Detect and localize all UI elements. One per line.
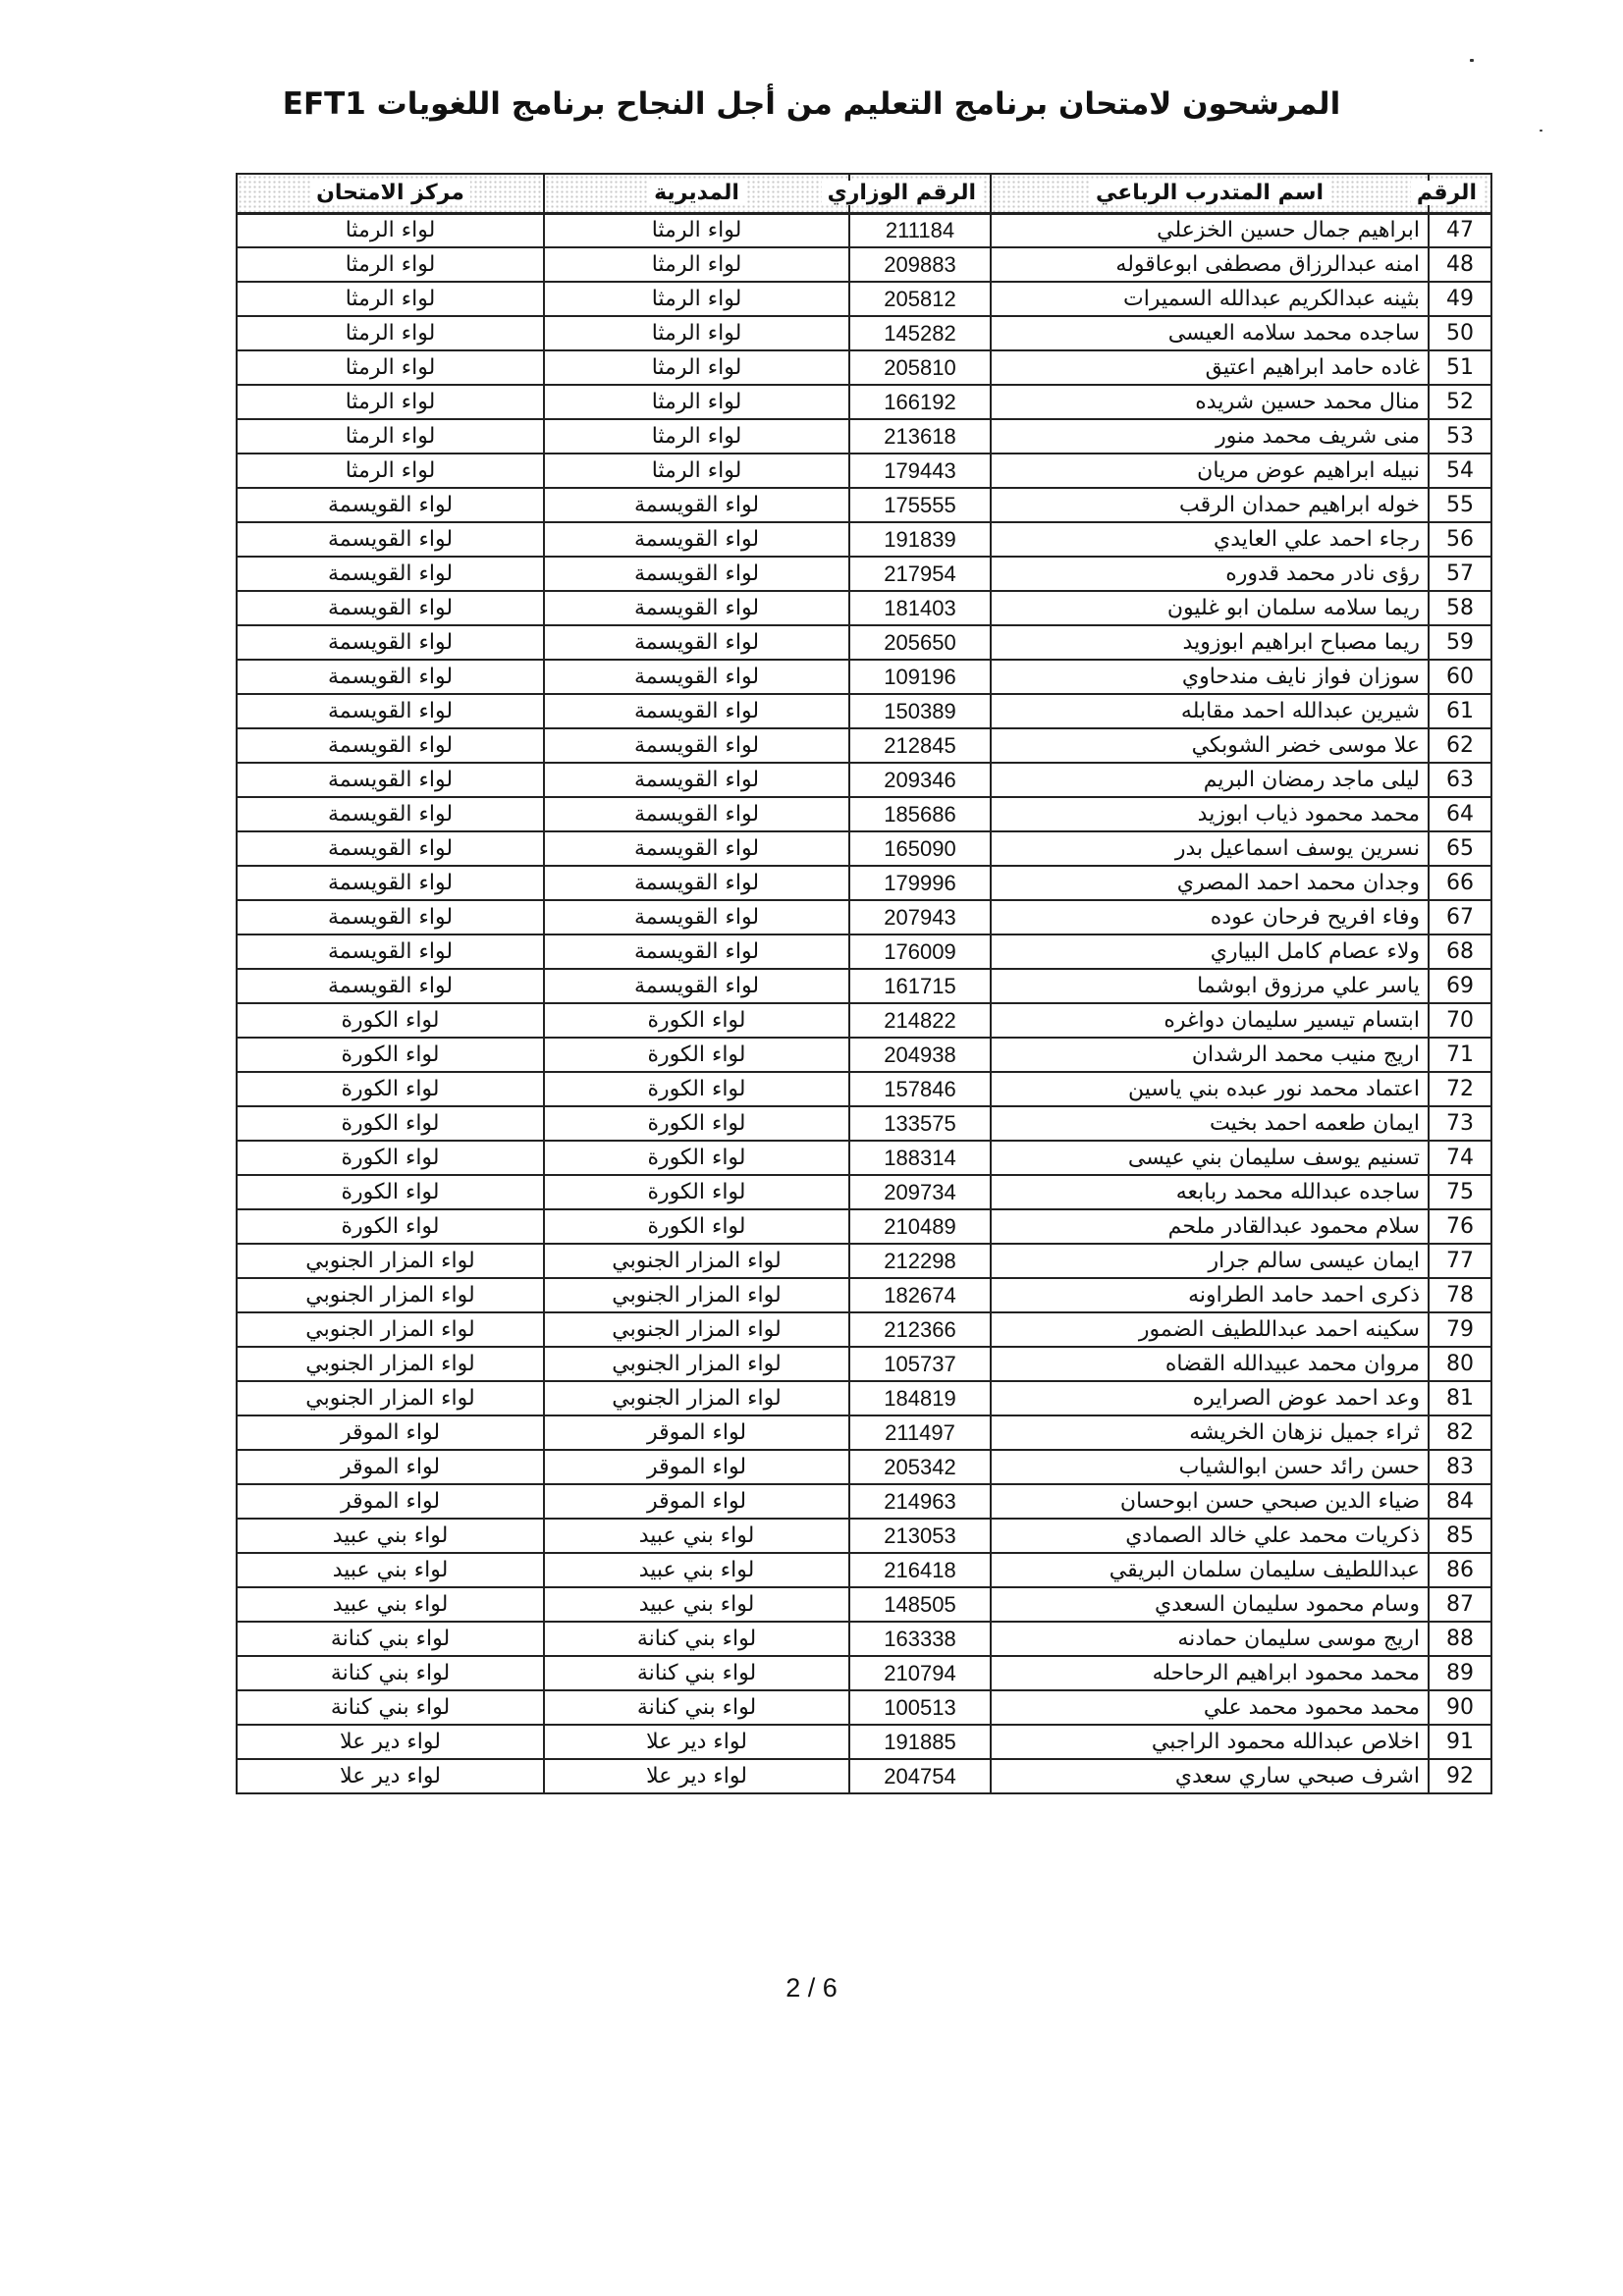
table-row [237,1175,1491,1209]
exam-center: لواء القويسمة [237,969,544,1003]
trainee-name: خوله ابراهيم حمدان الرقب [991,488,1429,522]
exam-center: لواء الرمثا [237,419,544,454]
exam-center: لواء الكورة [237,1175,544,1209]
directorate: لواء المزار الجنوبي [544,1278,849,1312]
exam-center: لواء الموقر [237,1450,544,1484]
exam-center: لواء القويسمة [237,488,544,522]
exam-center: لواء القويسمة [237,660,544,694]
row-number: 77 [1429,1244,1491,1278]
table-row [237,1106,1491,1141]
row-number: 72 [1429,1072,1491,1106]
ministry-id: 210489 [849,1209,991,1244]
table-row [237,660,1491,694]
row-number: 71 [1429,1038,1491,1072]
directorate: لواء الرمثا [544,282,849,316]
header-row [237,174,1491,213]
trainee-name: امنه عبدالرزاق مصطفى ابوعاقوله [991,247,1429,282]
exam-center: لواء الرمثا [237,213,544,247]
directorate: لواء القويسمة [544,625,849,660]
ministry-id: 213053 [849,1519,991,1553]
row-number: 56 [1429,522,1491,557]
trainee-name: ذكرى احمد حامد الطراونه [991,1278,1429,1312]
trainee-name: ايمان عيسى سالم جرار [991,1244,1429,1278]
row-number: 55 [1429,488,1491,522]
trainee-name: ايمان طعمه احمد بخيت [991,1106,1429,1141]
exam-center: لواء القويسمة [237,728,544,763]
row-number: 53 [1429,419,1491,454]
row-number: 67 [1429,900,1491,934]
trainee-name: ليلى ماجد رمضان البريم [991,763,1429,797]
directorate: لواء القويسمة [544,831,849,866]
trainee-name: رجاء احمد علي العايدي [991,522,1429,557]
directorate: لواء القويسمة [544,660,849,694]
directorate: لواء القويسمة [544,866,849,900]
trainee-name: ابراهيم جمال حسين الخزعلي [991,213,1429,247]
row-number: 73 [1429,1106,1491,1141]
row-number: 86 [1429,1553,1491,1587]
ministry-id: 213618 [849,419,991,454]
table-row [237,488,1491,522]
trainee-name: مروان محمد عبيدالله القضاه [991,1347,1429,1381]
row-number: 62 [1429,728,1491,763]
table-row [237,625,1491,660]
row-number: 59 [1429,625,1491,660]
trainee-name: حسن رائد حسن ابوالشياب [991,1450,1429,1484]
table-body [237,213,1491,1793]
directorate: لواء دير علا [544,1725,849,1759]
directorate: لواء القويسمة [544,522,849,557]
ministry-id: 109196 [849,660,991,694]
row-number: 75 [1429,1175,1491,1209]
table-row [237,350,1491,385]
trainee-name: ذكريات محمد علي خالد الصمادي [991,1519,1429,1553]
trainee-name: ابتسام تيسير سليمان دواغره [991,1003,1429,1038]
header-ministry-id: الرقم الوزاري [849,174,991,213]
ministry-id: 205650 [849,625,991,660]
ministry-id: 210794 [849,1656,991,1690]
ministry-id: 214963 [849,1484,991,1519]
ministry-id: 181403 [849,591,991,625]
table-row [237,934,1491,969]
trainee-name: وفاء افريح فرحان عوده [991,900,1429,934]
scan-speck [1540,130,1542,132]
table-row [237,591,1491,625]
exam-center: لواء المزار الجنوبي [237,1244,544,1278]
exam-center: لواء القويسمة [237,591,544,625]
ministry-id: 185686 [849,797,991,831]
directorate: لواء القويسمة [544,694,849,728]
exam-center: لواء الرمثا [237,247,544,282]
exam-center: لواء المزار الجنوبي [237,1347,544,1381]
exam-center: لواء الموقر [237,1415,544,1450]
ministry-id: 211184 [849,213,991,247]
ministry-id: 182674 [849,1278,991,1312]
table-row [237,1347,1491,1381]
row-number: 54 [1429,454,1491,488]
directorate: لواء القويسمة [544,728,849,763]
ministry-id: 212845 [849,728,991,763]
exam-center: لواء الكورة [237,1003,544,1038]
trainee-name: نبيله ابراهيم عوض مريان [991,454,1429,488]
table-row [237,1690,1491,1725]
exam-center: لواء الرمثا [237,454,544,488]
exam-center: لواء القويسمة [237,934,544,969]
ministry-id: 216418 [849,1553,991,1587]
row-number: 47 [1429,213,1491,247]
trainee-name: ثراء جميل نزهان الخريشه [991,1415,1429,1450]
header-directorate: المديرية [544,174,849,213]
row-number: 49 [1429,282,1491,316]
row-number: 61 [1429,694,1491,728]
directorate: لواء المزار الجنوبي [544,1312,849,1347]
directorate: لواء الموقر [544,1484,849,1519]
exam-center: لواء الرمثا [237,282,544,316]
exam-center: لواء دير علا [237,1759,544,1793]
row-number: 85 [1429,1519,1491,1553]
ministry-id: 184819 [849,1381,991,1415]
row-number: 84 [1429,1484,1491,1519]
directorate: لواء بني كنانة [544,1656,849,1690]
row-number: 58 [1429,591,1491,625]
table-row [237,1587,1491,1622]
table-row [237,213,1491,247]
directorate: لواء الرمثا [544,316,849,350]
trainee-name: محمد محمود ابراهيم الرحاحله [991,1656,1429,1690]
ministry-id: 150389 [849,694,991,728]
ministry-id: 212366 [849,1312,991,1347]
table-row [237,454,1491,488]
exam-center: لواء القويسمة [237,625,544,660]
table-row [237,1725,1491,1759]
exam-center: لواء القويسمة [237,522,544,557]
directorate: لواء الرمثا [544,454,849,488]
row-number: 66 [1429,866,1491,900]
trainee-name: بثينه عبدالكريم عبدالله السميرات [991,282,1429,316]
trainee-name: شيرين عبدالله احمد مقابله [991,694,1429,728]
ministry-id: 191839 [849,522,991,557]
exam-center: لواء بني عبيد [237,1553,544,1587]
exam-center: لواء بني كنانة [237,1622,544,1656]
ministry-id: 214822 [849,1003,991,1038]
ministry-id: 166192 [849,385,991,419]
exam-center: لواء المزار الجنوبي [237,1278,544,1312]
ministry-id: 145282 [849,316,991,350]
table-row [237,797,1491,831]
table-row [237,900,1491,934]
ministry-id: 205342 [849,1450,991,1484]
scan-speck [1470,59,1474,62]
ministry-id: 163338 [849,1622,991,1656]
table-header [237,174,1491,213]
table-row [237,1484,1491,1519]
directorate: لواء القويسمة [544,488,849,522]
exam-center: لواء القويسمة [237,557,544,591]
exam-center: لواء الكورة [237,1038,544,1072]
exam-center: لواء الموقر [237,1484,544,1519]
table-row [237,557,1491,591]
ministry-id: 205812 [849,282,991,316]
trainee-name: عبداللطيف سليمان سلمان البريقي [991,1553,1429,1587]
candidates-table [236,173,1492,1794]
directorate: لواء المزار الجنوبي [544,1347,849,1381]
row-number: 65 [1429,831,1491,866]
ministry-id: 217954 [849,557,991,591]
trainee-name: اشرف صبحي ساري سعدي [991,1759,1429,1793]
trainee-name: اريج منيب محمد الرشدان [991,1038,1429,1072]
row-number: 76 [1429,1209,1491,1244]
directorate: لواء القويسمة [544,900,849,934]
trainee-name: ريما سلامه سلمان ابو غليون [991,591,1429,625]
row-number: 60 [1429,660,1491,694]
row-number: 51 [1429,350,1491,385]
table-row [237,1209,1491,1244]
ministry-id: 179996 [849,866,991,900]
exam-center: لواء المزار الجنوبي [237,1312,544,1347]
directorate: لواء بني كنانة [544,1622,849,1656]
ministry-id: 191885 [849,1725,991,1759]
ministry-id: 212298 [849,1244,991,1278]
exam-center: لواء القويسمة [237,866,544,900]
directorate: لواء القويسمة [544,557,849,591]
table-row [237,1415,1491,1450]
header-exam-center: مركز الامتحان [237,174,544,213]
ministry-id: 133575 [849,1106,991,1141]
trainee-name: اخلاص عبدالله محمود الراجبي [991,1725,1429,1759]
row-number: 63 [1429,763,1491,797]
trainee-name: ياسر علي مرزوق ابوشما [991,969,1429,1003]
exam-center: لواء دير علا [237,1725,544,1759]
row-number: 74 [1429,1141,1491,1175]
table-row [237,969,1491,1003]
table-row [237,1656,1491,1690]
trainee-name: تسنيم يوسف سليمان بني عيسى [991,1141,1429,1175]
trainee-name: ضياء الدين صبحي حسن ابوحسان [991,1484,1429,1519]
trainee-name: سكينه احمد عبداللطيف الضمور [991,1312,1429,1347]
exam-center: لواء القويسمة [237,797,544,831]
trainee-name: ساجده عبدالله محمد ربابعه [991,1175,1429,1209]
ministry-id: 179443 [849,454,991,488]
directorate: لواء الكورة [544,1209,849,1244]
table-row [237,522,1491,557]
table-row [237,694,1491,728]
table-row [237,1244,1491,1278]
directorate: لواء الرمثا [544,350,849,385]
exam-center: لواء الكورة [237,1072,544,1106]
directorate: لواء الكورة [544,1038,849,1072]
directorate: لواء الكورة [544,1175,849,1209]
row-number: 92 [1429,1759,1491,1793]
directorate: لواء القويسمة [544,797,849,831]
ministry-id: 105737 [849,1347,991,1381]
ministry-id: 209734 [849,1175,991,1209]
ministry-id: 161715 [849,969,991,1003]
table-row [237,1312,1491,1347]
exam-center: لواء المزار الجنوبي [237,1381,544,1415]
row-number: 91 [1429,1725,1491,1759]
table-row [237,866,1491,900]
table-row [237,316,1491,350]
row-number: 89 [1429,1656,1491,1690]
trainee-name: محمد محمود ذياب ابوزيد [991,797,1429,831]
trainee-name: منى شريف محمد منور [991,419,1429,454]
ministry-id: 204938 [849,1038,991,1072]
table-row [237,1141,1491,1175]
table-row [237,1519,1491,1553]
trainee-name: غاده حامد ابراهيم اعتيق [991,350,1429,385]
ministry-id: 157846 [849,1072,991,1106]
trainee-name: وعد احمد عوض الصرايره [991,1381,1429,1415]
trainee-name: ساجده محمد سلامه العيسى [991,316,1429,350]
row-number: 87 [1429,1587,1491,1622]
row-number: 88 [1429,1622,1491,1656]
exam-center: لواء بني كنانة [237,1656,544,1690]
table-row [237,282,1491,316]
exam-center: لواء القويسمة [237,900,544,934]
directorate: لواء القويسمة [544,591,849,625]
row-number: 48 [1429,247,1491,282]
row-number: 70 [1429,1003,1491,1038]
directorate: لواء الكورة [544,1141,849,1175]
exam-center: لواء الكورة [237,1106,544,1141]
trainee-name: اعتماد محمد نور عبده بني ياسين [991,1072,1429,1106]
directorate: لواء الرمثا [544,385,849,419]
trainee-name: نسرين يوسف اسماعيل بدر [991,831,1429,866]
directorate: لواء القويسمة [544,763,849,797]
ministry-id: 100513 [849,1690,991,1725]
exam-center: لواء الرمثا [237,350,544,385]
table-row [237,419,1491,454]
directorate: لواء الرمثا [544,213,849,247]
exam-center: لواء الرمثا [237,316,544,350]
page-title: المرشحون لامتحان برنامج التعليم من أجل النجاح برنامج اللغويات EFT1 [282,86,1341,122]
trainee-name: وسام محمود سليمان السعدي [991,1587,1429,1622]
table-row [237,1450,1491,1484]
trainee-name: وجدان محمد احمد المصري [991,866,1429,900]
table-row [237,763,1491,797]
table-row [237,831,1491,866]
ministry-id: 188314 [849,1141,991,1175]
exam-center: لواء الكورة [237,1141,544,1175]
row-number: 52 [1429,385,1491,419]
trainee-name: سوزان فواز نايف مندحاوي [991,660,1429,694]
page-number: 2 / 6 [785,1973,838,2002]
table-row [237,728,1491,763]
exam-center: لواء بني عبيد [237,1587,544,1622]
trainee-name: ولاء عصام كامل البياري [991,934,1429,969]
directorate: لواء بني عبيد [544,1553,849,1587]
directorate: لواء بني كنانة [544,1690,849,1725]
directorate: لواء الموقر [544,1450,849,1484]
trainee-name: سلام محمود عبدالقادر ملحم [991,1209,1429,1244]
ministry-id: 165090 [849,831,991,866]
directorate: لواء بني عبيد [544,1519,849,1553]
ministry-id: 211497 [849,1415,991,1450]
table-row [237,385,1491,419]
row-number: 82 [1429,1415,1491,1450]
row-number: 50 [1429,316,1491,350]
row-number: 78 [1429,1278,1491,1312]
directorate: لواء الكورة [544,1003,849,1038]
ministry-id: 209346 [849,763,991,797]
ministry-id: 148505 [849,1587,991,1622]
ministry-id: 207943 [849,900,991,934]
directorate: لواء دير علا [544,1759,849,1793]
table-row [237,1038,1491,1072]
row-number: 79 [1429,1312,1491,1347]
row-number: 68 [1429,934,1491,969]
ministry-id: 175555 [849,488,991,522]
exam-center: لواء بني عبيد [237,1519,544,1553]
row-number: 64 [1429,797,1491,831]
table-row [237,1553,1491,1587]
directorate: لواء الرمثا [544,419,849,454]
row-number: 81 [1429,1381,1491,1415]
ministry-id: 205810 [849,350,991,385]
trainee-name: رؤى نادر محمد قدوره [991,557,1429,591]
row-number: 83 [1429,1450,1491,1484]
trainee-name: علا موسى خضر الشوبكي [991,728,1429,763]
row-number: 80 [1429,1347,1491,1381]
trainee-name: محمد محمود محمد علي [991,1690,1429,1725]
table-row [237,1278,1491,1312]
directorate: لواء المزار الجنوبي [544,1381,849,1415]
directorate: لواء الرمثا [544,247,849,282]
directorate: لواء المزار الجنوبي [544,1244,849,1278]
trainee-name: ريما مصباح ابراهيم ابوزويد [991,625,1429,660]
row-number: 69 [1429,969,1491,1003]
table-row [237,1381,1491,1415]
table-row [237,247,1491,282]
row-number: 90 [1429,1690,1491,1725]
exam-center: لواء القويسمة [237,694,544,728]
directorate: لواء الكورة [544,1106,849,1141]
ministry-id: 176009 [849,934,991,969]
exam-center: لواء القويسمة [237,831,544,866]
exam-center: لواء القويسمة [237,763,544,797]
ministry-id: 209883 [849,247,991,282]
trainee-name: منال محمد حسين شريده [991,385,1429,419]
table-row [237,1622,1491,1656]
exam-center: لواء بني كنانة [237,1690,544,1725]
exam-center: لواء الرمثا [237,385,544,419]
row-number: 57 [1429,557,1491,591]
ministry-id: 204754 [849,1759,991,1793]
directorate: لواء الكورة [544,1072,849,1106]
table-row [237,1003,1491,1038]
directorate: لواء القويسمة [544,934,849,969]
header-number: الرقم [1429,174,1491,213]
directorate: لواء الموقر [544,1415,849,1450]
table-row [237,1072,1491,1106]
header-name: اسم المتدرب الرباعي [991,174,1429,213]
directorate: لواء القويسمة [544,969,849,1003]
trainee-name: اريج موسى سليمان حمادنه [991,1622,1429,1656]
directorate: لواء بني عبيد [544,1587,849,1622]
exam-center: لواء الكورة [237,1209,544,1244]
table-row [237,1759,1491,1793]
